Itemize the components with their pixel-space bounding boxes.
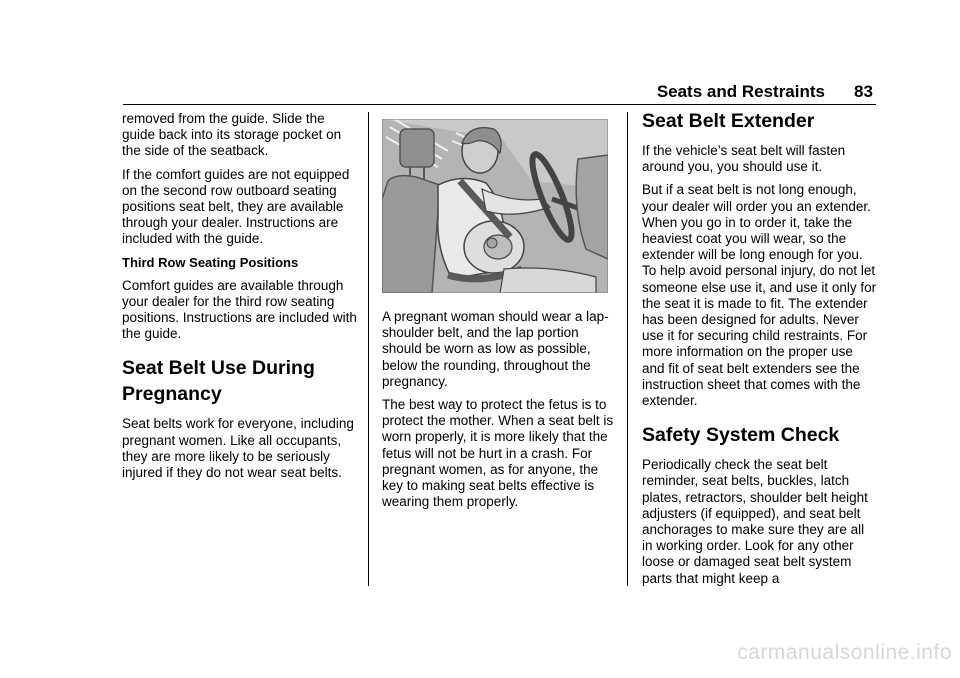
header-rule	[123, 104, 876, 105]
column-right	[642, 108, 878, 594]
col2-paragraph-1: A pregnant woman should wear a lap-shoulder belt, and the lap portion should be worn as low as possible, below the rounding, throughout the pregnancy.	[382, 309, 609, 389]
col3-heading-1: Seat Belt Extender	[642, 110, 815, 132]
watermark: carmanualsonline.info	[737, 641, 952, 664]
column-divider-left	[368, 112, 369, 586]
col1-heading: Seat Belt Use During Pregnancy	[122, 357, 315, 406]
col3-paragraph-1: If the vehicle’s seat belt will fasten around you, you should use it.	[642, 143, 846, 175]
col1-subheading: Third Row Seating Positions	[122, 254, 299, 270]
col1-paragraph-3: Comfort guides are available through your dealer for the third row seating positions. Instructions are included with the guide.	[122, 277, 357, 342]
pregnant-woman-seatbelt-illustration	[382, 119, 608, 293]
col1-paragraph-1: removed from the guide. Slide the guide back into its storage pocket on the side of the seatback.	[122, 111, 342, 159]
col2-paragraph-2: The best way to protect the fetus is to protect the mother. When a seat belt is worn properly, it is more likely that the fetus will not be hurt in a crash. For pregnant women, as for anyone, the key to making seat belts effective is wearing them properly.	[382, 397, 614, 510]
column-left	[122, 111, 358, 488]
col1-paragraph-4: Seat belts work for everyone, including pregnant women. Like all occupants, they are more likely to be seriously injured if they do not wear seat belts.	[122, 416, 354, 481]
column-divider-right	[627, 112, 628, 586]
col3-paragraph-3: Periodically check the seat belt reminder, seat belts, buckles, latch plates, retractors, shoulder belt height adjusters (if equipped), and seat belt anchorages to make sure they are all in working order. Look for any other loose or damaged seat belt system parts that might keep a	[642, 457, 868, 586]
col3-heading-2: Safety System Check	[642, 424, 840, 447]
section-title: Seats and Restraints	[656, 82, 825, 101]
column-middle	[382, 119, 618, 517]
page-number: 83	[854, 82, 873, 101]
col3-paragraph-2: But if a seat belt is not long enough, your dealer will order you an extender. When you go in to order it, take the heaviest coat you will wear, so the extender will be long enough for you. To help avoid personal injury, do not let someone else use it, and use it only for the seat it is made to fit. The extender has been designed for adults. Never use it for securing child restraints. For more information on the proper use and fit of seat belt extenders see the instruction sheet that comes with the extender.	[642, 182, 877, 409]
col1-paragraph-2: If the comfort guides are not equipped on the second row outboard seating positions seat belt, they are available through your dealer. Instructions are included with the guide.	[122, 166, 350, 247]
